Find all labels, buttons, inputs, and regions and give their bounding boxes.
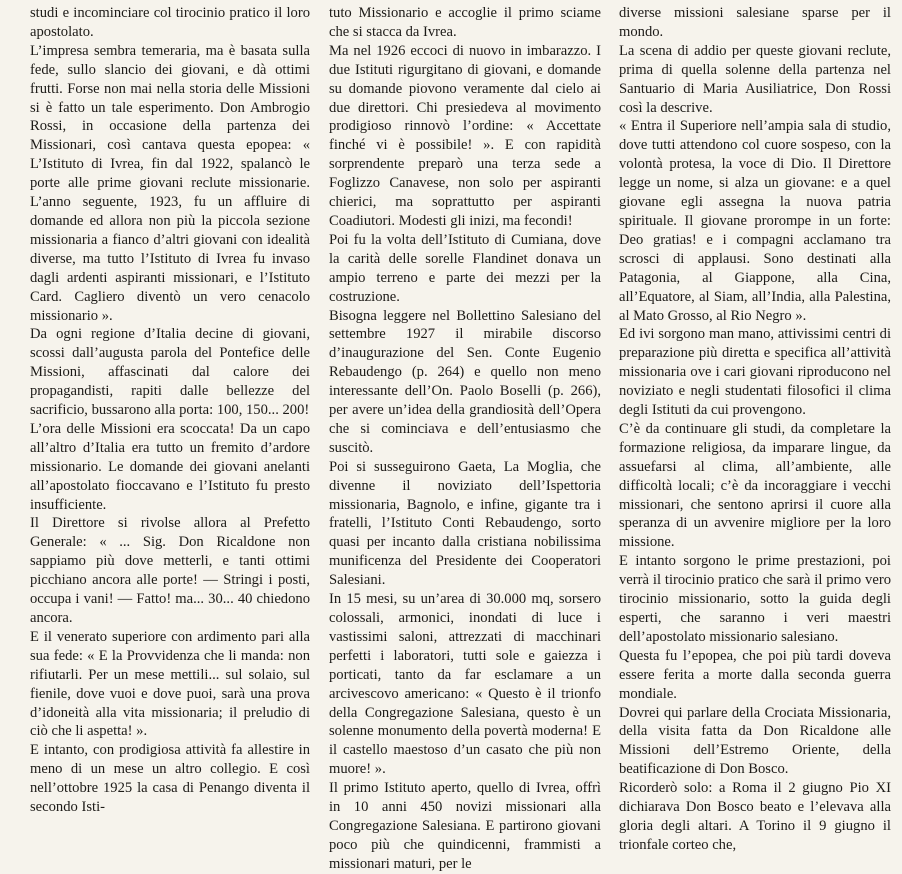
paragraph: Ricorderò solo: a Roma il 2 giugno Pio XI dichiarava Don Bosco beato e l’elevava alla gloria degli altari. A Torino il 9 giugno il trionfale corteo che,: [619, 780, 891, 853]
column-1: [10, 4, 310, 874]
paragraph: Bisogna leggere nel Bollettino Salesiano del settembre 1927 il mirabile discorso d’inaugurazione del Sen. Conte Eugenio Rebaudengo (p. 264) e quello non meno interessante dell’On. Paolo Boselli (p. 266), per avere un’idea della grandiosità dell’Opera che si cominciava e dell’entusiasmo che suscitò.: [329, 307, 601, 456]
paragraph: Da ogni regione d’Italia decine di giovani, scossi dall’augusta parola del Pontefice delle Missioni, affascinati dal calore dei propagandisti, rapiti dalle bellezze del sacrificio, bussarono alla porta: 100, 150... 200!: [30, 326, 310, 419]
paragraph: E intanto sorgono le prime prestazioni, poi verrà il tirocinio pratico che sarà il primo vero tirocinio missionario, sotto la guida degli esperti, che saranno i veri maestri dell’apostolato missionario salesiano.: [619, 553, 891, 645]
paragraph: Il Direttore si rivolse allora al Prefetto Generale: « ... Sig. Don Ricaldone non sappiamo più dove metterli, e tanti ottimi picchiano ancora alle porte! — Stringi i posti, occupa i vani! — Fatto! ma... 30... 40 chiedono ancora.: [30, 515, 310, 626]
paragraph: L’impresa sembra temeraria, ma è basata sulla fede, sullo slancio dei giovani, e dà ottimi frutti. Forse non mai nella storia delle Missioni si è fatto un tale esperimento. Don Ambrogio Rossi, in occasione della partenza dei Missionari, così cantava questa epopea: « L’Istituto di Ivrea, fin dal 1922, spalancò le porte alle prime giovani reclute missionarie. L’anno seguente, 1923, fu un affluire di domande ed allora non più la piccola sezione missionaria a fianco d’altri giovani con idealità diverse, ma tutto l’Istituto di Ivrea fu invaso dagli ardenti aspiranti missionari, e l’Istituto Card. Cagliero diventò un vero cenacolo missionario ».: [30, 42, 310, 324]
paragraph: diverse missioni salesiane sparse per il mondo.: [619, 5, 891, 40]
text-columns: [10, 4, 892, 874]
paragraph: C’è da continuare gli studi, da completare la formazione religiosa, da imparare lingue, da assuefarsi al clima, all’ambiente, alle difficoltà locali; c’è da incoraggiare i vecchi missionari, che sentono aprirsi il cuore alla speranza di un avvenire migliore per la loro missione.: [619, 420, 891, 551]
paragraph: E intanto, con prodigiosa attività fa allestire in meno di un mese un altro collegio. E così nell’ottobre 1925 la casa di Penango diventa il secondo Isti-: [30, 742, 310, 816]
paragraph: In 15 mesi, su un’area di 30.000 mq, sorsero colossali, armonici, inondati di luce i vastissimi saloni, attrezzati di macchinari perfetti i laboratori, tutti sole e gaiezza i porticati, tanto da far esclamare a un arcivescovo americano: « Questo è il trionfo della Congregazione Salesiana, questo è un solenne monumento della povertà moderna! E il castello maestoso d’un casato che più non muore! ».: [329, 591, 601, 778]
paragraph: studi e incominciare col tirocinio pratico il loro apostolato.: [30, 5, 310, 40]
paragraph: E il venerato superiore con ardimento pari alla sua fede: « E la Provvidenza che li manda: non rifiutarli. Per un mese mettili... sul solaio, sul fienile, dove vuoi e dove puoi, sarà una prova d’idoneità alla vita missionaria; il preludio di ciò che li aspetta! ».: [30, 628, 310, 740]
paragraph: Ma nel 1926 eccoci di nuovo in imbarazzo. I due Istituti rigurgitano di giovani, e domande su domande piovono veramente dal cielo ai due direttori. Chi presiedeva al movimento prodigioso rinnovò l’ordine: « Accettate finché vi è possibile! ». E con rapidità sorprendente preparò una terza sede a Foglizzo Canavese, non solo per aspiranti chierici, ma soprattutto per aspiranti Coadiutori. Modesti gli inizi, ma fecondi!: [329, 42, 601, 229]
paragraph: Questa fu l’epopea, che poi più tardi doveva essere ferita a morte dalla seconda guerra mondiale.: [619, 647, 891, 702]
paragraph: Il primo Istituto aperto, quello di Ivrea, offrì in 10 anni 450 novizi missionari alla Congregazione Salesiana. E partirono giovani poco più che quindicenni, frammisti a missionari maturi, per le: [329, 780, 601, 872]
paragraph: « Entra il Superiore nell’ampia sala di studio, dove tutti attendono col cuore sospeso, con la volontà protesa, la voce di Dio. Il Direttore legge un nome, si alza un giovane: e a quel giovane egli assegna la nuova patria spirituale. Il giovane prorompe in un forte: Deo gratias! e i compagni acclamano tra scrosci di applausi. Sono destinati alla Patagonia, al Giappone, alla Cina, all’Equatore, al Siam, all’India, alla Palestina, al Mato Grosso, al Rio Negro ».: [619, 118, 891, 324]
paragraph: Ed ivi sorgono man mano, attivissimi centri di preparazione più diretta e specifica all’attività missionaria ove i cari giovani riproducono nel noviziato e negli studentati filosofici il clima degli Istituti da cui provengono.: [619, 326, 891, 419]
paragraph: Poi fu la volta dell’Istituto di Cumiana, dove la carità delle sorelle Flandinet donava un ampio terreno e parte dei mezzi per la costruzione.: [329, 231, 601, 305]
paragraph: Dovrei qui parlare della Crociata Missionaria, della visita fatta da Don Ricaldone alle Missioni dell’Estremo Oriente, della beatificazione di Don Bosco.: [619, 704, 891, 778]
paragraph: Poi si susseguirono Gaeta, La Moglia, che divenne il noviziato dell’Ispettoria missionaria, Bagnolo, e infine, gigante tra i fratelli, l’Istituto Conti Rebaudengo, sorto quasi per incanto dalla cristiana nobilissima munificenza del Presidente dei Cooperatori Salesiani.: [329, 458, 601, 589]
paragraph: tuto Missionario e accoglie il primo sciame che si stacca da Ivrea.: [329, 5, 601, 40]
column-2: [324, 4, 601, 874]
paragraph: L’ora delle Missioni era scoccata! Da un capo all’altro d’Italia era tutto un fremito d’ardore missionario. Le domande dei giovani anelanti all’apostolato fioccavano e l’Istituto fu presto insufficiente.: [30, 420, 310, 513]
column-3: [615, 4, 891, 874]
paragraph: La scena di addio per queste giovani reclute, prima di quella solenne della partenza nel Santuario di Maria Ausiliatrice, Don Rossi così la descrive.: [619, 42, 891, 116]
